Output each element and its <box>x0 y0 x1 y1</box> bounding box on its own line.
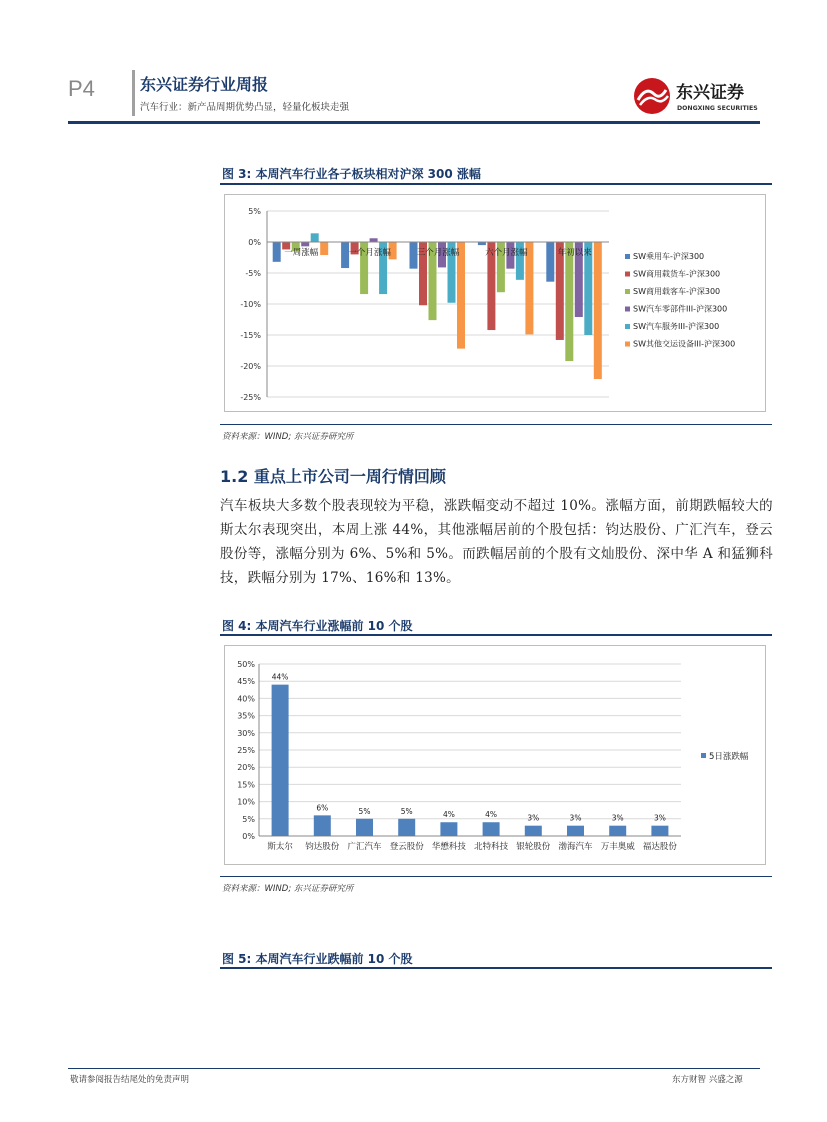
category-label: 三个月涨幅 <box>416 248 460 258</box>
figure5-title: 图 5: 本周汽车行业跌幅前 10 个股 <box>222 952 413 966</box>
header-rule <box>68 121 760 124</box>
figure3-rule <box>220 183 772 185</box>
bar <box>320 242 328 255</box>
logo-text: 东兴证券 <box>676 83 744 103</box>
category-label: 华懋科技 <box>431 842 466 852</box>
page-number: P4 <box>68 76 95 101</box>
bar <box>398 819 415 836</box>
figure4-source-rule <box>220 876 772 877</box>
bar <box>356 819 373 836</box>
figure5-rule <box>220 967 772 969</box>
y-tick-label: -15% <box>240 331 261 340</box>
figure4-rule <box>220 634 772 636</box>
figure3-title: 图 3: 本周汽车行业各子板块相对沪深 300 涨幅 <box>222 167 481 181</box>
y-tick-label: 50% <box>237 660 255 669</box>
figure4-chart <box>225 646 765 864</box>
bar <box>314 815 331 836</box>
figure3-source: 资料来源：WIND; 东兴证券研究所 <box>222 432 354 442</box>
y-tick-label: 30% <box>237 728 255 738</box>
figure4-title: 图 4: 本周汽车行业涨幅前 10 个股 <box>222 619 413 633</box>
figure4-chart-frame <box>224 645 766 865</box>
report-subtitle: 汽车行业：新产品周期优势凸显，轻量化板块走强 <box>140 102 350 113</box>
category-label: 北特科技 <box>474 842 509 852</box>
data-label: 3% <box>527 813 540 823</box>
bar <box>273 242 281 262</box>
company-logo <box>632 74 762 118</box>
data-label: 5% <box>400 806 413 816</box>
legend-label: SW汽车零部件III-沪深300 <box>633 304 728 314</box>
bar <box>272 685 289 836</box>
legend-swatch <box>625 289 630 294</box>
bar <box>483 822 500 836</box>
footer-rule <box>68 1068 760 1069</box>
figure3-source-rule <box>220 424 772 425</box>
category-label: 银轮股份 <box>516 842 551 852</box>
category-label: 广汇汽车 <box>347 842 382 852</box>
data-label: 6% <box>316 803 329 813</box>
category-label: 六个月涨幅 <box>485 248 528 258</box>
data-label: 3% <box>611 813 624 823</box>
data-label: 44% <box>271 672 289 682</box>
legend-label: SW汽车服务III-沪深300 <box>633 322 720 331</box>
legend-swatch <box>701 753 706 758</box>
y-tick-label: -20% <box>240 362 261 371</box>
category-label: 钧达股份 <box>305 842 340 852</box>
legend-label: SW乘用车-沪深300 <box>633 252 705 261</box>
category-label: 斯太尔 <box>267 842 293 852</box>
category-label: 年初以来 <box>557 248 592 258</box>
category-label: 一周涨幅 <box>284 248 319 258</box>
legend-label: SW商用载客车-沪深300 <box>633 287 721 296</box>
figure3-chart <box>225 195 765 411</box>
y-tick-label: 5% <box>242 814 255 824</box>
y-tick-label: 5% <box>248 207 261 216</box>
category-label: 渤海汽车 <box>558 842 593 852</box>
y-tick-label: 15% <box>237 780 255 790</box>
y-tick-label: 0% <box>242 832 255 841</box>
data-label: 3% <box>569 813 582 823</box>
y-tick-label: 0% <box>248 238 261 247</box>
legend-swatch <box>625 254 630 259</box>
bar <box>546 242 554 282</box>
data-label: 4% <box>442 810 455 820</box>
legend-label: SW其他交运设备III-沪深300 <box>633 339 736 349</box>
bar <box>567 826 584 836</box>
bar <box>609 826 626 836</box>
bar <box>525 826 542 836</box>
bar <box>311 233 319 242</box>
category-label: 登云股份 <box>389 842 424 852</box>
category-label: 一个月涨幅 <box>348 248 391 258</box>
figure4-source: 资料来源：WIND; 东兴证券研究所 <box>222 884 354 894</box>
category-label: 福达股份 <box>642 842 677 852</box>
legend-label: SW商用载货车-沪深300 <box>633 269 721 279</box>
legend-swatch <box>625 307 630 312</box>
figure3-chart-frame <box>224 194 766 412</box>
y-tick-label: -5% <box>245 269 261 278</box>
footer-slogan: 东方财智 兴盛之源 <box>672 1075 743 1085</box>
section-title: 1.2 重点上市公司一周行情回顾 <box>220 467 446 486</box>
legend-label: 5日涨跌幅 <box>709 752 749 762</box>
category-label: 万丰奥威 <box>600 842 635 852</box>
y-tick-label: 10% <box>237 797 255 807</box>
y-tick-label: 45% <box>237 677 255 687</box>
data-label: 3% <box>653 813 666 823</box>
data-label: 4% <box>485 810 498 820</box>
header-divider <box>132 70 135 116</box>
footer-disclaimer: 敬请参阅报告结尾处的免责声明 <box>70 1075 190 1085</box>
legend-swatch <box>625 272 630 277</box>
legend-swatch <box>625 342 630 347</box>
y-tick-label: -25% <box>240 393 261 402</box>
bar <box>651 826 668 836</box>
bar <box>301 242 309 246</box>
logo-text-en: DONGXING SECURITIES <box>677 105 758 112</box>
y-tick-label: 20% <box>237 763 255 773</box>
y-tick-label: 35% <box>237 711 255 721</box>
bar <box>594 242 602 379</box>
y-tick-label: 25% <box>237 746 255 755</box>
bar <box>565 242 573 361</box>
bar <box>370 238 378 242</box>
report-title: 东兴证券行业周报 <box>140 75 269 94</box>
data-label: 5% <box>358 806 371 816</box>
section-paragraph: 汽车板块大多数个股表现较为平稳，涨跌幅变动不超过 10%。涨幅方面，前期跌幅较大的斯太尔表现突出，本周上涨 44%，其他涨幅居前的个股包括：钧达股份、广汇汽车，登云股份等，涨幅分别为 6%、5%和 5%。而跌幅居前的个股有文灿股份、深中华 A 和猛狮科技，跌幅分别为 17%、16%和 13%。 <box>220 498 773 586</box>
bar <box>440 822 457 836</box>
legend-swatch <box>625 324 630 329</box>
y-tick-label: -10% <box>240 300 261 309</box>
y-tick-label: 40% <box>237 694 255 704</box>
